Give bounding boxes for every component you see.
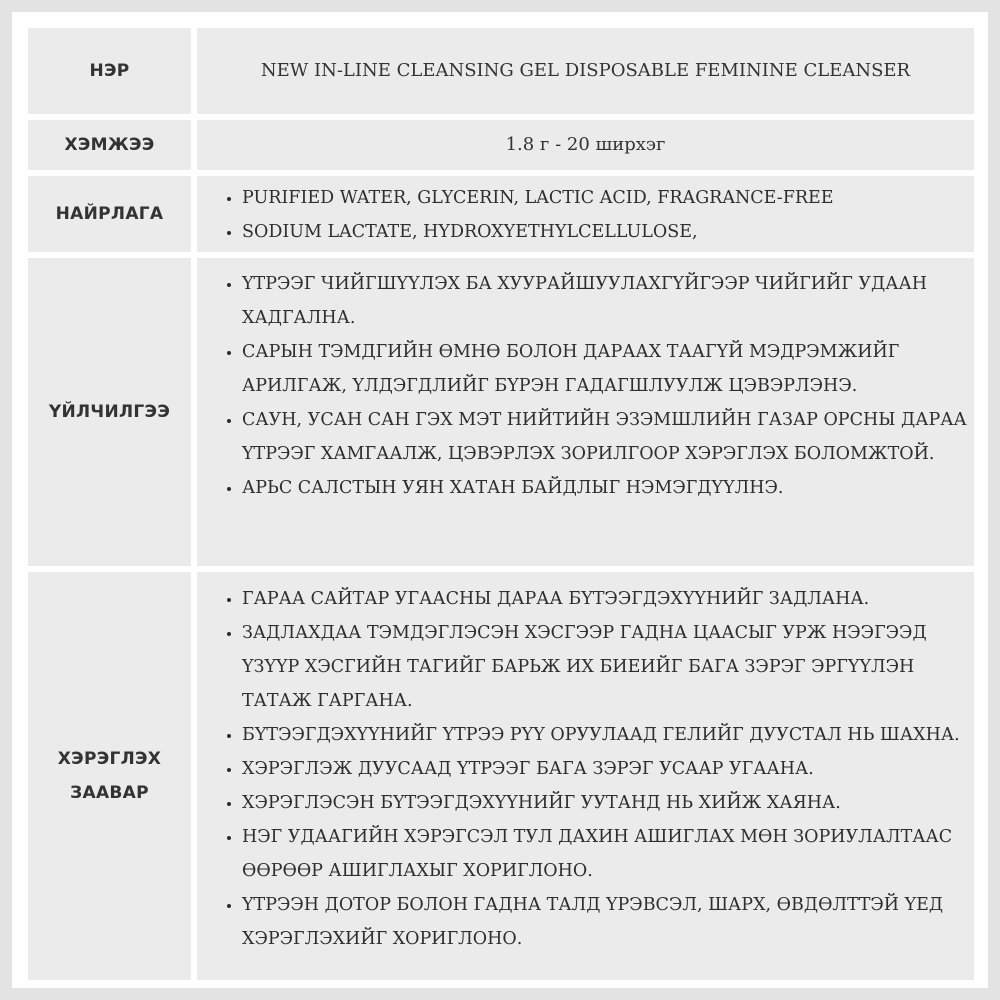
effect-item: • САРЫН ТЭМДГИЙН ӨМНӨ БОЛОН ДАРААХ ТААГҮЙ МЭДРЭМЖИЙГ АРИЛГАЖ, ҮЛДЭГДЛИЙГ БҮРЭН ГАДАГШЛУУЛЖ ЦЭВЭРЛЭНЭ. [242, 335, 974, 403]
ingredients-value-cell [197, 176, 974, 252]
instruction-item: • ГАРАА САЙТАР УГААСНЫ ДАРАА БҮТЭЭГДЭХҮҮНИЙГ ЗАДЛАНА. [242, 582, 974, 616]
product-info-table [28, 28, 984, 980]
size-label: ХЭМЖЭЭ [64, 135, 155, 155]
instruction-item: • ХЭРЭГЛЭЖ ДУУСААД ҮТРЭЭГ БАГА ЗЭРЭГ УСААР УГААНА. [242, 752, 974, 786]
size-value-cell [197, 120, 974, 170]
instructions-list [197, 572, 974, 956]
product-size: 1.8 г - 20 ширхэг [505, 134, 666, 155]
ingredients-label: НАЙРЛАГА [55, 204, 164, 224]
ingredient-item: • SODIUM LACTATE, HYDROXYETHYLCELLULOSE, [242, 215, 974, 249]
instructions-value-cell [197, 572, 974, 980]
effect-item: • ҮТРЭЭГ ЧИЙГШҮҮЛЭХ БА ХУУРАЙШУУЛАХГҮЙГЭЭР ЧИЙГИЙГ УДААН ХАДГАЛНА. [242, 267, 974, 335]
instruction-item: • ЗАДЛАХДАА ТЭМДЭГЛЭСЭН ХЭСГЭЭР ГАДНА ЦААСЫГ УРЖ НЭЭГЭЭД ҮЗҮҮР ХЭСГИЙН ТАГИЙГ БАРЬЖ ИХ БИЕИЙГ БАГА ЗЭРЭГ ЭРГҮҮЛЭН ТАТАЖ ГАРГАНА. [242, 616, 974, 718]
instruction-item: • ХЭРЭГЛЭСЭН БҮТЭЭГДЭХҮҮНИЙГ УУТАНД НЬ ХИЙЖ ХАЯНА. [242, 786, 974, 820]
product-name: NEW IN-LINE CLEANSING GEL DISPOSABLE FEMININE CLEANSER [260, 60, 911, 81]
instruction-item: • БҮТЭЭГДЭХҮҮНИЙГ ҮТРЭЭ РҮҮ ОРУУЛААД ГЕЛИЙГ ДУУСТАЛ НЬ ШАХНА. [242, 718, 974, 752]
effects-list [197, 258, 974, 505]
instructions-label-cell [28, 572, 191, 980]
instruction-item: • НЭГ УДААГИЙН ХЭРЭГСЭЛ ТУЛ ДАХИН АШИГЛАХ МӨН ЗОРИУЛАЛТААС ӨӨРӨӨР АШИГЛАХЫГ ХОРИГЛОНО. [242, 820, 974, 888]
name-label: НЭР [89, 61, 130, 81]
effects-label: ҮЙЛЧИЛГЭЭ [48, 402, 171, 422]
size-label-cell [28, 120, 191, 170]
ingredient-item: • PURIFIED WATER, GLYCERIN, LACTIC ACID, FRAGRANCE-FREE [242, 181, 974, 215]
instruction-item: • ҮТРЭЭН ДОТОР БОЛОН ГАДНА ТАЛД ҮРЭВСЭЛ, ШАРХ, ӨВДӨЛТТЭЙ ҮЕД ХЭРЭГЛЭХИЙГ ХОРИГЛОНО. [242, 888, 974, 956]
name-label-cell [28, 28, 191, 114]
page-frame [12, 12, 988, 988]
ingredients-list [197, 176, 974, 249]
instructions-label: ХЭРЭГЛЭХ ЗААВАР [57, 749, 162, 803]
effect-item: • АРЬС САЛСТЫН УЯН ХАТАН БАЙДЛЫГ НЭМЭГДҮҮЛНЭ. [242, 471, 974, 505]
effect-item: • САУН, УСАН САН ГЭХ МЭТ НИЙТИЙН ЭЗЭМШЛИЙН ГАЗАР ОРСНЫ ДАРАА ҮТРЭЭГ ХАМГААЛЖ, ЦЭВЭРЛЭХ ЗОРИЛГООР ХЭРЭГЛЭХ БОЛОМЖТОЙ. [242, 403, 974, 471]
ingredients-label-cell [28, 176, 191, 252]
effects-value-cell [197, 258, 974, 566]
effects-label-cell [28, 258, 191, 566]
name-value-cell [197, 28, 974, 114]
